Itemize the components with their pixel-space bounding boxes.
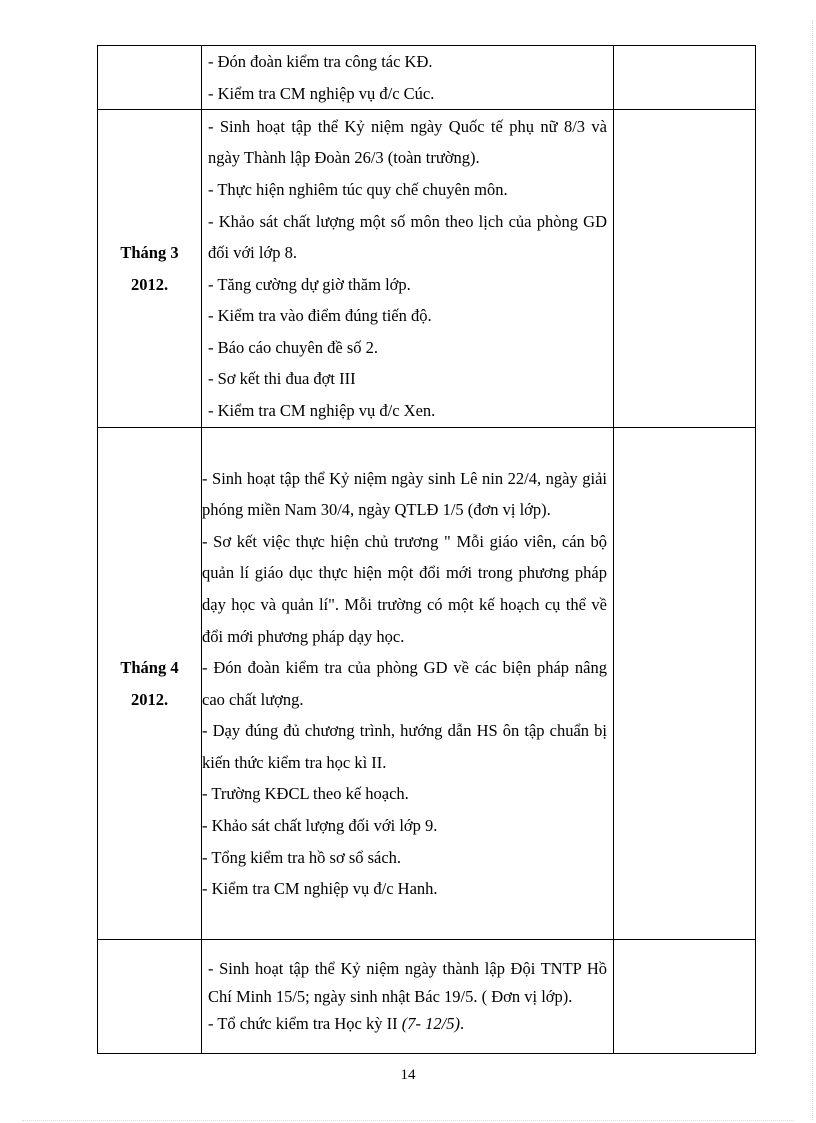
content-line: - Đón đoàn kiểm tra của phòng GD về các biện pháp nâng cao chất lượng. — [202, 658, 607, 709]
content-cell — [202, 428, 614, 940]
year-label: 2012. — [130, 274, 169, 294]
content-cell — [202, 46, 614, 110]
content-line: - Kiểm tra CM nghiệp vụ đ/c Hanh. — [202, 879, 438, 899]
content-line: - Kiểm tra CM nghiệp vụ đ/c Xen. — [208, 401, 436, 421]
month-cell — [98, 940, 202, 1054]
month-label: Tháng 3 — [120, 242, 179, 262]
month-label: Tháng 4 — [120, 657, 179, 677]
content-line: - Sinh hoạt tập thể Kỷ niệm ngày sinh Lê nin 22/4, ngày giải phóng miền Nam 30/4, ngày QTLĐ 1/5 (đơn vị lớp). — [202, 468, 607, 520]
table-row — [98, 940, 756, 1054]
content-cell — [202, 940, 614, 1054]
content-line: - Khảo sát chất lượng một số môn theo lịch của phòng GD đối với lớp 8. — [208, 211, 607, 263]
content-line: - Tổ chức kiểm tra Học kỳ II (7- 12/5). — [208, 1014, 465, 1034]
note-cell — [614, 428, 756, 940]
year-label: 2012. — [130, 689, 169, 709]
content-line: - Sinh hoạt tập thể Kỷ niệm ngày thành lập Đội TNTP Hồ Chí Minh 15/5; ngày sinh nhật Bác 19/5. ( Đơn vị lớp). — [208, 959, 607, 1006]
note-cell — [614, 110, 756, 428]
page-border-bottom — [22, 1120, 794, 1121]
month-cell — [98, 46, 202, 110]
content-line: - Kiểm tra vào điểm đúng tiến độ. — [208, 306, 432, 326]
note-cell — [614, 46, 756, 110]
content-line: - Báo cáo chuyên đề số 2. — [208, 337, 378, 357]
note-cell — [614, 940, 756, 1054]
page-number: 14 — [400, 1067, 416, 1083]
page-border-right — [812, 20, 813, 1120]
content-line: - Kiểm tra CM nghiệp vụ đ/c Cúc. — [208, 83, 435, 103]
content-line: - Sơ kết việc thực hiện chủ trương " Mỗi giáo viên, cán bộ quản lí giáo dục thực hiện một đổi mới trong phương pháp dạy học và quản lí". Mỗi trường có một kế hoạch cụ thể về đổi mới phương pháp dạy học. — [202, 531, 607, 646]
table-row — [98, 428, 756, 940]
table-row — [98, 110, 756, 428]
content-line: - Sinh hoạt tập thể Kỷ niệm ngày Quốc tế phụ nữ 8/3 và ngày Thành lập Đoàn 26/3 (toàn trường). — [208, 116, 607, 168]
content-cell — [202, 110, 614, 428]
plan-table — [97, 45, 756, 1054]
month-cell — [98, 428, 202, 940]
content-line: - Khảo sát chất lượng đối với lớp 9. — [202, 816, 438, 836]
content-line: - Dạy đúng đủ chương trình, hướng dẫn HS ôn tập chuẩn bị kiến thức kiểm tra học kì II. — [202, 721, 607, 772]
content-line: - Đón đoàn kiểm tra công tác KĐ. — [208, 52, 433, 71]
month-cell — [98, 110, 202, 428]
table-row — [98, 46, 756, 110]
content-line: - Sơ kết thi đua đợt III — [208, 369, 356, 389]
content-line: - Thực hiện nghiêm túc quy chế chuyên môn. — [208, 179, 508, 199]
content-line: - Tổng kiểm tra hồ sơ sổ sách. — [202, 847, 402, 867]
content-line: - Trường KĐCL theo kế hoạch. — [202, 784, 409, 804]
exam-dates: (7- 12/5) — [401, 1014, 460, 1034]
content-line: - Tăng cường dự giờ thăm lớp. — [208, 274, 411, 294]
